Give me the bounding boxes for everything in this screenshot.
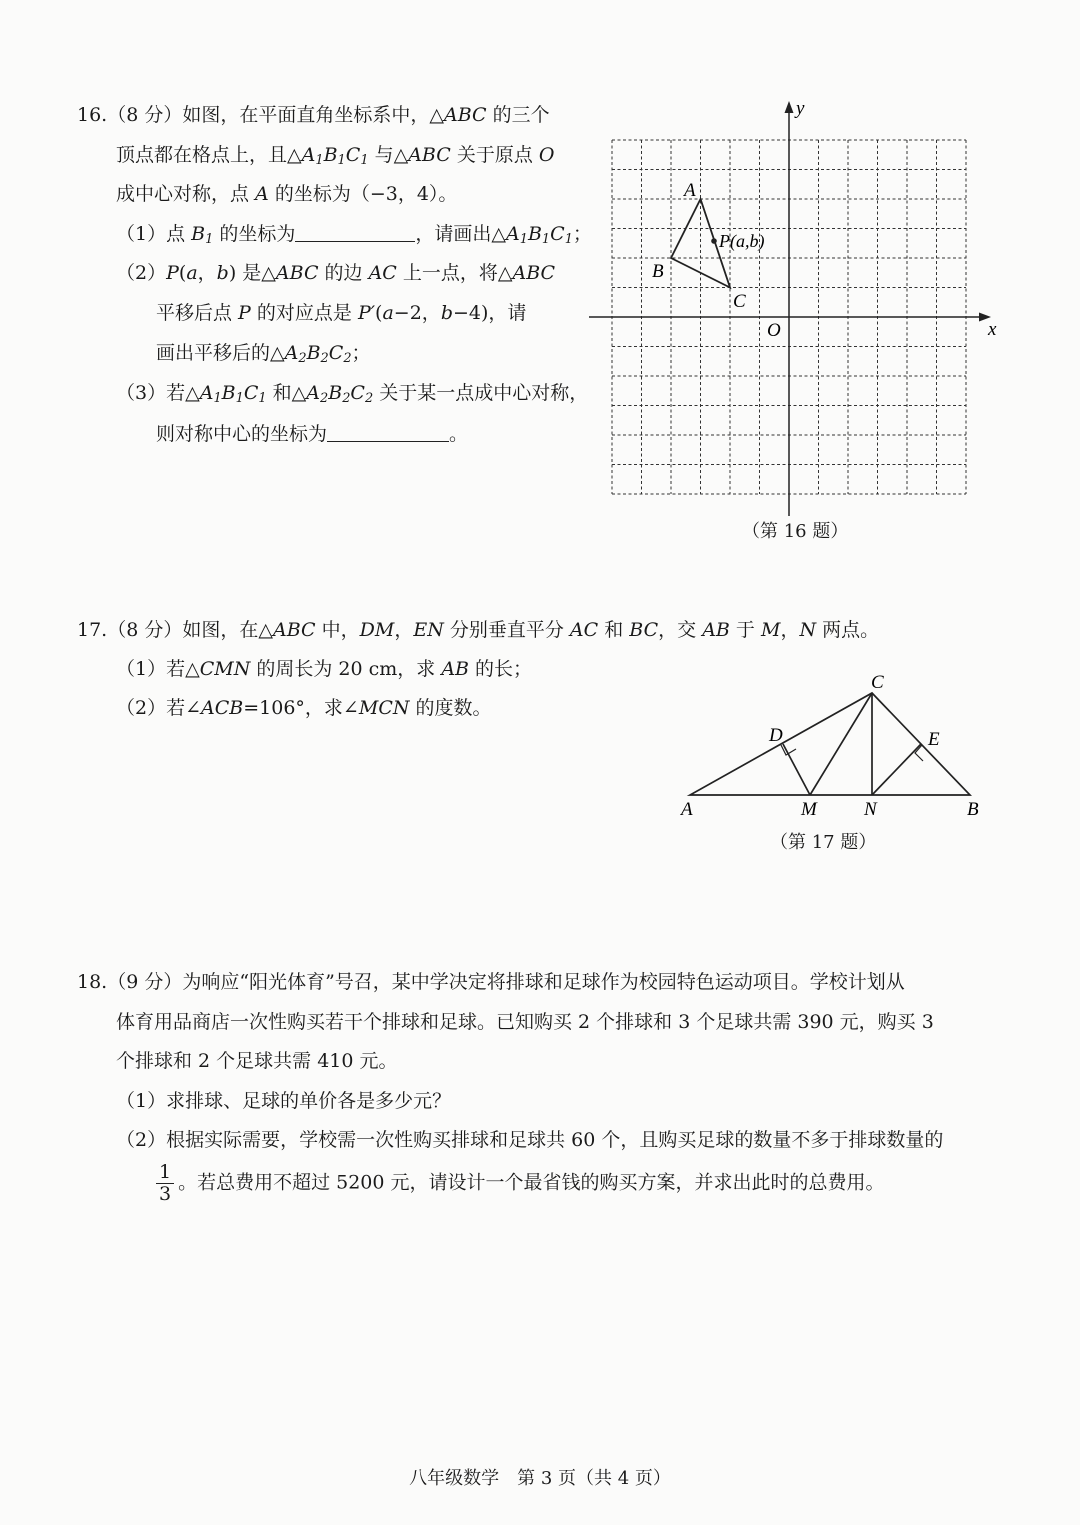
label-b-17: B bbox=[967, 799, 979, 820]
q17-part1: （1）若△CMN 的周长为 20 cm，求 AB 的长； bbox=[116, 658, 533, 680]
label-d-17: D bbox=[769, 725, 783, 746]
point-p bbox=[711, 238, 717, 244]
label-a-17: A bbox=[681, 799, 693, 820]
label-c: C bbox=[733, 291, 746, 312]
q17-figure-triangle bbox=[0, 650, 1080, 830]
q18-line2: 体育用品商店一次性购买若干个排球和足球。已知购买 2 个排球和 3 个足球共需 390 元，购买 3 bbox=[116, 1011, 934, 1033]
origin-label: O bbox=[767, 320, 781, 341]
label-p: P(a,b) bbox=[719, 231, 765, 251]
q16-part3-line2: 则对称中心的坐标为 。 bbox=[156, 423, 469, 446]
q16-part2-line2: 平移后点 P 的对应点是 P′(a−2，b−4)，请 bbox=[156, 302, 527, 324]
x-axis-label: x bbox=[988, 319, 997, 340]
fraction-one-third: $\frac{1}{3}$ bbox=[156, 1162, 174, 1205]
segment-en bbox=[872, 744, 921, 795]
segment-cm bbox=[810, 693, 872, 795]
right-angle-mark-d bbox=[781, 745, 796, 755]
q16-line3: 成中心对称，点 A 的坐标为（−3，4）。 bbox=[116, 183, 458, 205]
q16-line1: 16.（8 分）如图，在平面直角坐标系中，△ABC 的三个 bbox=[77, 104, 550, 126]
q18-part2-line2: $\frac{1}{3}$ 。若总费用不超过 5200 元，请设计一个最省钱的购买方案，并求出此时的总费用。 bbox=[156, 1162, 885, 1205]
segment-dm bbox=[783, 744, 810, 795]
label-e-17: E bbox=[928, 729, 940, 750]
right-angle-mark-e bbox=[915, 745, 923, 761]
q17-caption: （第 17 题） bbox=[770, 832, 877, 853]
label-a: A bbox=[684, 180, 696, 201]
y-axis-label: y bbox=[796, 98, 805, 119]
y-axis-arrow-icon bbox=[785, 101, 794, 113]
q18-part1: （1）求排球、足球的单价各是多少元？ bbox=[116, 1090, 452, 1112]
q16-part2: （2）P(a，b) 是△ABC 的边 AC 上一点，将△ABC bbox=[116, 262, 556, 284]
label-c-17: C bbox=[871, 672, 884, 693]
q16-figure-grid bbox=[0, 0, 1080, 560]
label-m-17: M bbox=[801, 799, 817, 820]
q18-line1: 18.（9 分）为响应“阳光体育”号召，某中学决定将排球和足球作为校园特色运动项目。学校计划从 bbox=[77, 971, 905, 993]
q16-line2: 顶点都在格点上，且$\triangle A_1B_1C_1$ 与△ABC 关于原点 O bbox=[116, 144, 555, 169]
q16-part2-line3: 画出平移后的$\triangle A_2B_2C_2$； bbox=[156, 342, 371, 367]
page-footer: 八年级数学 第 3 页（共 4 页） bbox=[409, 1468, 671, 1489]
q17-part2: （2）若∠ACB=106°，求∠MCN 的度数。 bbox=[116, 697, 492, 719]
q17-line1: 17.（8 分）如图，在△ABC 中，DM，EN 分别垂直平分 AC 和 BC，交 AB 于 M，N 两点。 bbox=[77, 619, 880, 641]
q16-part1: （1）点 $B_1$ 的坐标为 ，请画出$\triangle A_1B_1C_1$； bbox=[116, 223, 592, 248]
q16-caption: （第 16 题） bbox=[742, 521, 849, 542]
q18-part2: （2）根据实际需要，学校需一次性购买排球和足球共 60 个，且购买足球的数量不多于排球数量的 bbox=[116, 1129, 944, 1151]
q16-part3: （3）若$\triangle A_1B_1C_1$ 和$\triangle A_2B_2C_2$ 关于某一点成中心对称， bbox=[116, 382, 589, 407]
label-n-17: N bbox=[864, 799, 877, 820]
label-b: B bbox=[652, 261, 664, 282]
q18-line3: 个排球和 2 个足球共需 410 元。 bbox=[116, 1050, 398, 1072]
